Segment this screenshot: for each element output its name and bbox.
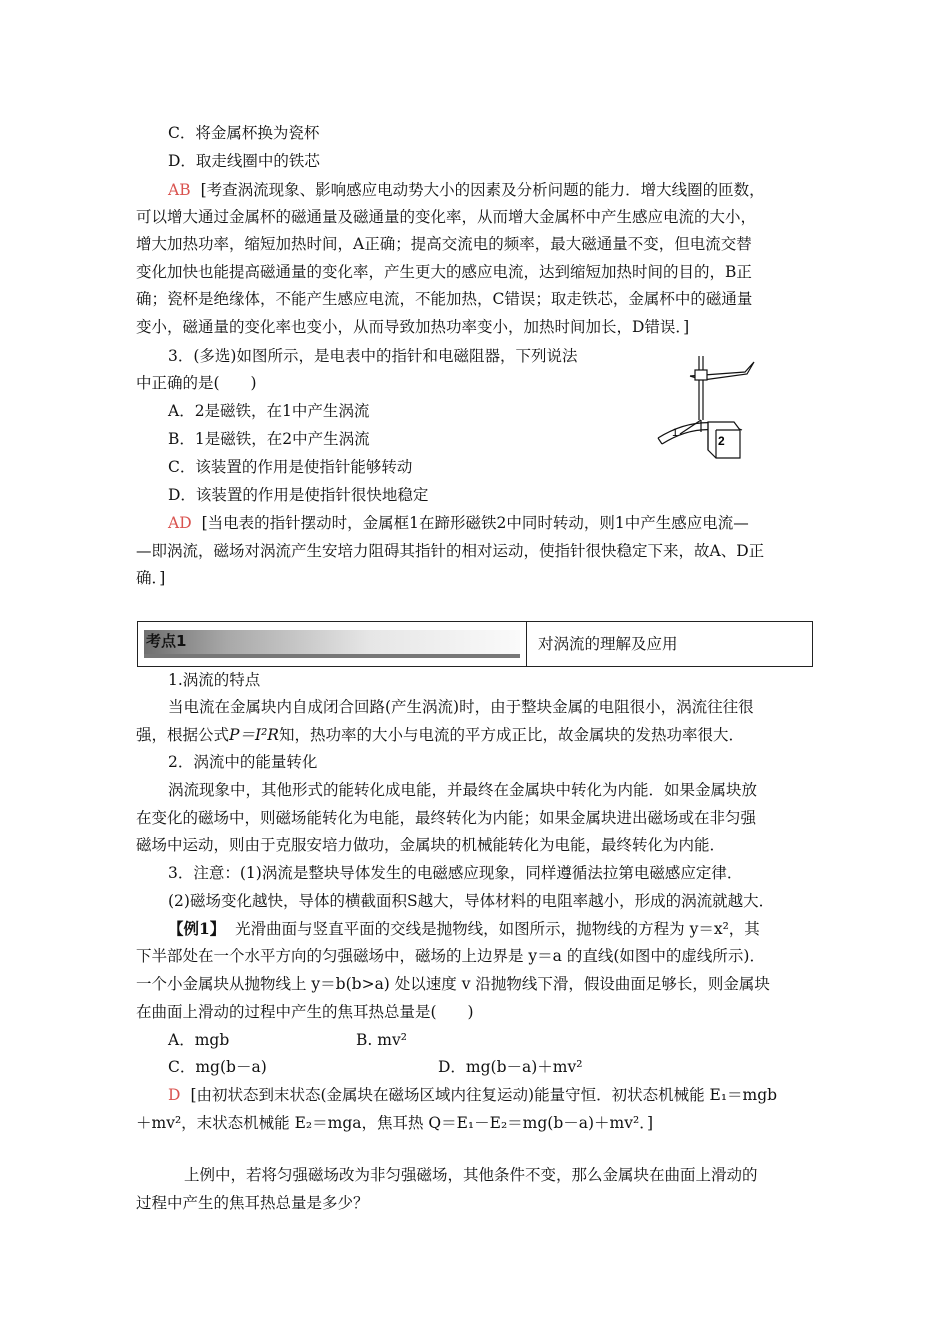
q3-option-d: D．该装置的作用是使指针很快地稳定 — [168, 486, 429, 504]
example-exp-text-1: [由初状态到末状态(金属块在磁场区域内往复运动)能量守恒．初状态机械能 E₁＝mgb — [190, 1086, 778, 1104]
example-text-1: 光滑曲面与竖直平面的交线是抛物线，如图所示，抛物线的方程为 y＝x²，其 — [235, 920, 760, 938]
body-note-2: (2)磁场变化越快，导体的横截面积S越大，导体材料的电阻率越小，形成的涡流就越大． — [168, 892, 775, 910]
q2-option-c: C．将金属杯换为瓷杯 — [168, 124, 320, 142]
body-p2-line-1: 涡流现象中，其他形式的能转化成电能，并最终在金属块中转化为内能．如果金属块放 — [168, 781, 758, 799]
body-p1-line-1: 当电流在金属块内自成闭合回路(产生涡流)时，由于整块金属的电阻很小，涡流往往很 — [168, 698, 754, 716]
example-tag: 【例1】 — [168, 919, 226, 938]
heading-energy-conversion: 2．涡流中的能量转化 — [168, 753, 318, 771]
p1-pre: 强，根据公式 — [136, 726, 230, 744]
q2-exp-text-1: [考查涡流现象、影响感应电动势大小的因素及分析问题的能力．增大线圈的匝数， — [200, 181, 765, 199]
body-p2-line-3: 磁场中运动，则由于克服安培力做功，金属块的机械能转化为电能，最终转化为内能． — [136, 836, 726, 854]
example-line-1 — [168, 919, 760, 939]
q3-option-a: A．2是磁铁，在1中产生涡流 — [168, 402, 370, 420]
q2-explanation-line-1 — [168, 180, 765, 200]
followup-line-1: 上例中，若将匀强磁场改为非匀强磁场，其他条件不变，那么金属块在曲面上滑动的 — [184, 1166, 758, 1184]
q3-explanation-line-3: 确．] — [136, 569, 166, 587]
section-title: 对涡流的理解及应用 — [538, 635, 678, 653]
q2-explanation-line-6: 变小，磁通量的变化率也变小，从而导致加热功率变小，加热时间加长，D错误．] — [136, 318, 690, 336]
example-explanation-line-1 — [168, 1085, 777, 1105]
heading-eddy-features: 1.涡流的特点 — [168, 671, 261, 689]
example-option-c: C．mg(b－a) — [168, 1058, 267, 1076]
example-line-4: 在曲面上滑动的过程中产生的焦耳热总量是( ) — [136, 1003, 474, 1021]
body-p1-line-2 — [136, 725, 744, 745]
section-header-box — [137, 621, 813, 667]
q3-option-c: C．该装置的作用是使指针能够转动 — [168, 458, 413, 476]
followup-line-2: 过程中产生的焦耳热总量是多少？ — [136, 1194, 369, 1212]
example-option-a: A．mgb — [168, 1031, 230, 1049]
q3-exp-text-1: [当电表的指针摆动时，金属框1在蹄形磁铁2中同时转动，则1中产生感应电流— — [201, 514, 749, 532]
q2-explanation-line-4: 变化加快也能提高磁通量的变化率，产生更大的感应电流，达到缩短加热时间的目的，B正 — [136, 263, 752, 281]
q3-explanation-line-2: —即涡流，磁场对涡流产生安培力阻碍其指针的相对运动，使指针很快稳定下来，故A、D正 — [136, 542, 765, 560]
q3-option-b: B．1是磁铁，在2中产生涡流 — [168, 430, 370, 448]
example-line-3: 一个小金属块从抛物线上 y＝b(b>a) 处以速度 v 沿抛物线下滑，假设曲面足够长，则金属块 — [136, 975, 770, 993]
meter-damper-figure — [650, 350, 760, 475]
body-note-1: 3．注意：(1)涡流是整块导体发生的电磁感应现象，同样遵循法拉第电磁感应定律． — [168, 864, 743, 882]
q3-stem-line-1: 3．(多选)如图所示，是电表中的指针和电磁阻器，下列说法 — [168, 347, 578, 365]
q3-explanation-line-1 — [168, 513, 749, 533]
body-p2-line-2: 在变化的磁场中，则磁场能转化为电能，最终转化为内能；如果金属块进出磁场或在非匀强 — [136, 809, 757, 827]
example-line-2: 下半部处在一个水平方向的匀强磁场中，磁场的上边界是 y＝a 的直线(如图中的虚线所示)． — [136, 947, 765, 965]
section-tag: 考点1 — [146, 632, 187, 650]
p1-post: 知，热功率的大小与电流的平方成正比，故金属块的发热功率很大． — [278, 726, 744, 744]
q2-explanation-line-5: 确；瓷杯是绝缘体，不能产生感应电流，不能加热，C错误；取走铁芯，金属杯中的磁通量 — [136, 290, 753, 308]
example-option-b: B. mv² — [356, 1031, 407, 1049]
fig-label-2: 2 — [718, 434, 725, 448]
heat-power-formula: P＝I²R — [229, 726, 279, 744]
q3-answer: AD — [168, 514, 192, 532]
example-explanation-line-2: ＋mv²，末状态机械能 E₂＝mga，焦耳热 Q＝E₁－E₂＝mg(b－a)＋mv²．] — [136, 1114, 654, 1132]
example-option-d: D．mg(b－a)＋mv² — [438, 1058, 583, 1076]
section-tag-underline — [144, 654, 520, 658]
section-tag-gradient — [144, 630, 520, 654]
example-answer: D — [168, 1086, 181, 1104]
section-tag-cell — [138, 622, 527, 666]
q2-explanation-line-3: 增大加热功率，缩短加热时间，A正确；提高交流电的频率，最大磁通量不变，但电流交替 — [136, 235, 752, 253]
q2-explanation-line-2: 可以增大通过金属杯的磁通量及磁通量的变化率，从而增大金属杯中产生感应电流的大小， — [136, 208, 757, 226]
q2-option-d: D．取走线圈中的铁芯 — [168, 152, 320, 170]
q3-stem-line-2: 中正确的是( ) — [136, 374, 257, 392]
fig-label-1: 1 — [672, 427, 679, 439]
q2-answer: AB — [168, 181, 191, 199]
